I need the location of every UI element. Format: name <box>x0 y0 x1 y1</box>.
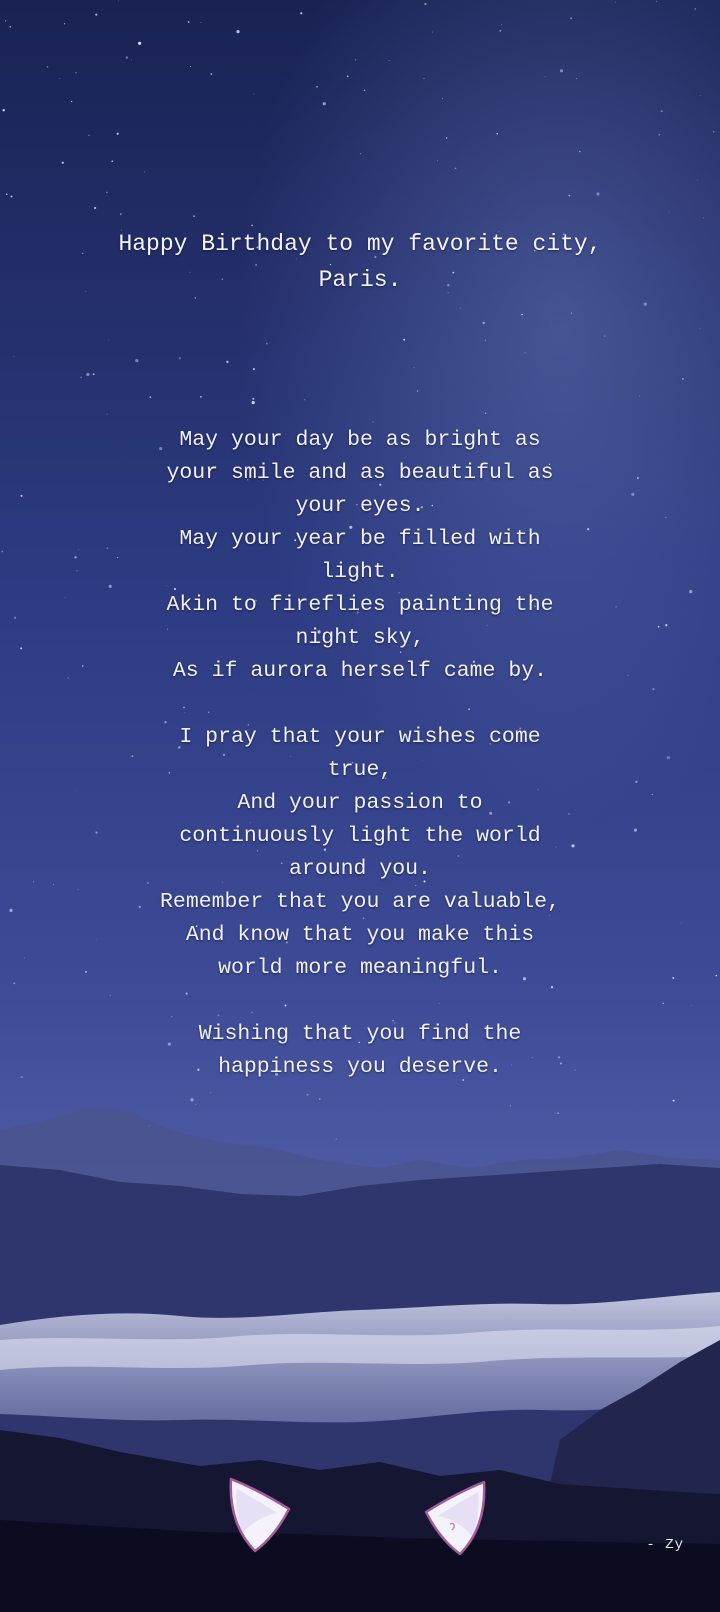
star <box>360 153 361 154</box>
star <box>108 340 109 341</box>
star <box>628 675 629 676</box>
star <box>82 665 83 666</box>
greeting-title: Happy Birthday to my favorite city, Paris. <box>118 231 602 293</box>
star <box>673 1100 675 1102</box>
star <box>501 24 502 25</box>
star <box>193 215 195 217</box>
star <box>75 790 76 791</box>
star <box>118 1 119 2</box>
star <box>107 414 108 415</box>
star <box>75 72 76 73</box>
star <box>109 585 112 588</box>
star <box>77 570 78 571</box>
star <box>13 982 15 984</box>
star <box>669 212 670 213</box>
star <box>210 73 212 75</box>
star <box>236 30 239 33</box>
star <box>604 335 606 337</box>
star <box>94 207 96 209</box>
star <box>95 14 97 16</box>
cat-ear-left-icon <box>225 1475 295 1555</box>
star <box>424 78 425 79</box>
star <box>569 195 571 197</box>
star <box>252 398 254 400</box>
star <box>483 322 485 324</box>
star <box>226 361 228 363</box>
star <box>65 597 66 598</box>
poem-stanza-1: May your day be as bright as your smile and as beautiful as your eyes. May your year be filled with light. Akin to fireflies painting the night sky, As if aurora herself came by. <box>166 428 554 683</box>
star <box>316 86 318 88</box>
star <box>545 76 546 77</box>
star <box>695 8 697 10</box>
star <box>446 137 447 138</box>
star <box>661 110 663 112</box>
star <box>253 368 255 370</box>
star <box>71 101 72 102</box>
star <box>126 56 128 58</box>
star <box>672 977 674 979</box>
star <box>323 102 326 105</box>
star <box>576 78 577 79</box>
star <box>571 313 572 314</box>
star <box>460 308 461 309</box>
star <box>53 884 54 885</box>
star <box>20 495 22 497</box>
star <box>665 517 666 518</box>
star <box>20 647 22 649</box>
star <box>74 556 76 558</box>
star <box>300 12 302 14</box>
poem <box>120 424 600 1117</box>
star <box>47 66 49 68</box>
star <box>188 21 190 23</box>
star <box>190 66 191 67</box>
star <box>59 78 60 79</box>
star <box>62 162 64 164</box>
star <box>658 134 660 136</box>
star <box>11 196 13 198</box>
star <box>432 32 433 33</box>
star <box>525 352 526 353</box>
star <box>80 377 81 378</box>
star <box>110 995 111 996</box>
star <box>682 378 684 380</box>
star <box>485 413 486 414</box>
star <box>5 20 6 21</box>
star <box>521 314 522 315</box>
star <box>85 971 87 973</box>
star <box>336 1139 337 1140</box>
star <box>499 30 501 32</box>
cat-ear-right-icon <box>420 1478 490 1558</box>
star <box>252 401 255 404</box>
star <box>111 160 113 162</box>
star <box>652 688 654 690</box>
star <box>652 794 653 795</box>
star <box>665 624 667 626</box>
star <box>703 217 704 218</box>
star <box>135 359 138 362</box>
star <box>496 133 497 134</box>
star <box>253 94 254 95</box>
star <box>106 547 108 549</box>
star <box>635 781 637 783</box>
star <box>637 477 639 479</box>
star <box>347 76 349 78</box>
star <box>616 606 617 607</box>
star <box>644 303 647 306</box>
star <box>6 193 8 195</box>
star <box>596 192 599 195</box>
star <box>266 343 268 345</box>
star <box>1 551 3 553</box>
star <box>667 756 670 759</box>
star <box>3 109 5 111</box>
star <box>713 131 714 132</box>
star <box>689 590 692 593</box>
star <box>715 975 717 977</box>
poem-stanza-3: Wishing that you find the happiness you deserve. <box>198 1022 522 1079</box>
star <box>437 160 438 161</box>
star <box>442 98 443 99</box>
star <box>364 89 366 91</box>
star <box>697 179 698 180</box>
star <box>131 59 132 60</box>
star <box>93 373 95 375</box>
signature: - Zy <box>646 1537 684 1553</box>
star <box>117 133 119 135</box>
star <box>560 69 563 72</box>
poem-stanza-2: I pray that your wishes come true, And your passion to continuously light the world around you. Remember that you are valuable, And know that you make this world more meaningful. <box>160 725 560 980</box>
star <box>570 18 571 19</box>
star <box>656 1 657 2</box>
star <box>201 22 202 23</box>
star <box>663 1003 664 1004</box>
star <box>634 829 637 832</box>
star <box>658 626 660 628</box>
star <box>692 1005 693 1006</box>
star <box>455 168 457 170</box>
star <box>14 617 16 619</box>
star <box>179 357 181 359</box>
star <box>33 881 34 882</box>
star <box>414 367 415 368</box>
star <box>372 421 373 422</box>
star <box>67 677 69 679</box>
star <box>24 958 25 959</box>
star <box>200 396 202 398</box>
star <box>120 213 121 214</box>
star <box>424 3 426 5</box>
star <box>681 923 682 924</box>
star <box>14 356 15 357</box>
star <box>78 889 79 890</box>
star <box>21 1076 23 1078</box>
star <box>86 373 89 376</box>
star <box>150 396 152 398</box>
star <box>117 557 118 558</box>
star <box>106 192 107 193</box>
star <box>64 23 65 24</box>
star <box>700 328 701 329</box>
star <box>403 339 405 341</box>
star <box>96 939 97 940</box>
star <box>639 396 640 397</box>
star <box>615 2 616 3</box>
star <box>700 95 701 96</box>
star <box>9 26 11 28</box>
star <box>78 549 79 550</box>
star <box>9 909 12 912</box>
star <box>631 493 634 496</box>
star <box>304 399 305 400</box>
star <box>138 42 141 45</box>
star <box>389 60 390 61</box>
star <box>88 135 89 136</box>
star <box>95 831 97 833</box>
star <box>579 151 580 152</box>
star <box>144 171 145 172</box>
star <box>485 340 486 341</box>
star <box>417 390 419 392</box>
star <box>355 59 356 60</box>
